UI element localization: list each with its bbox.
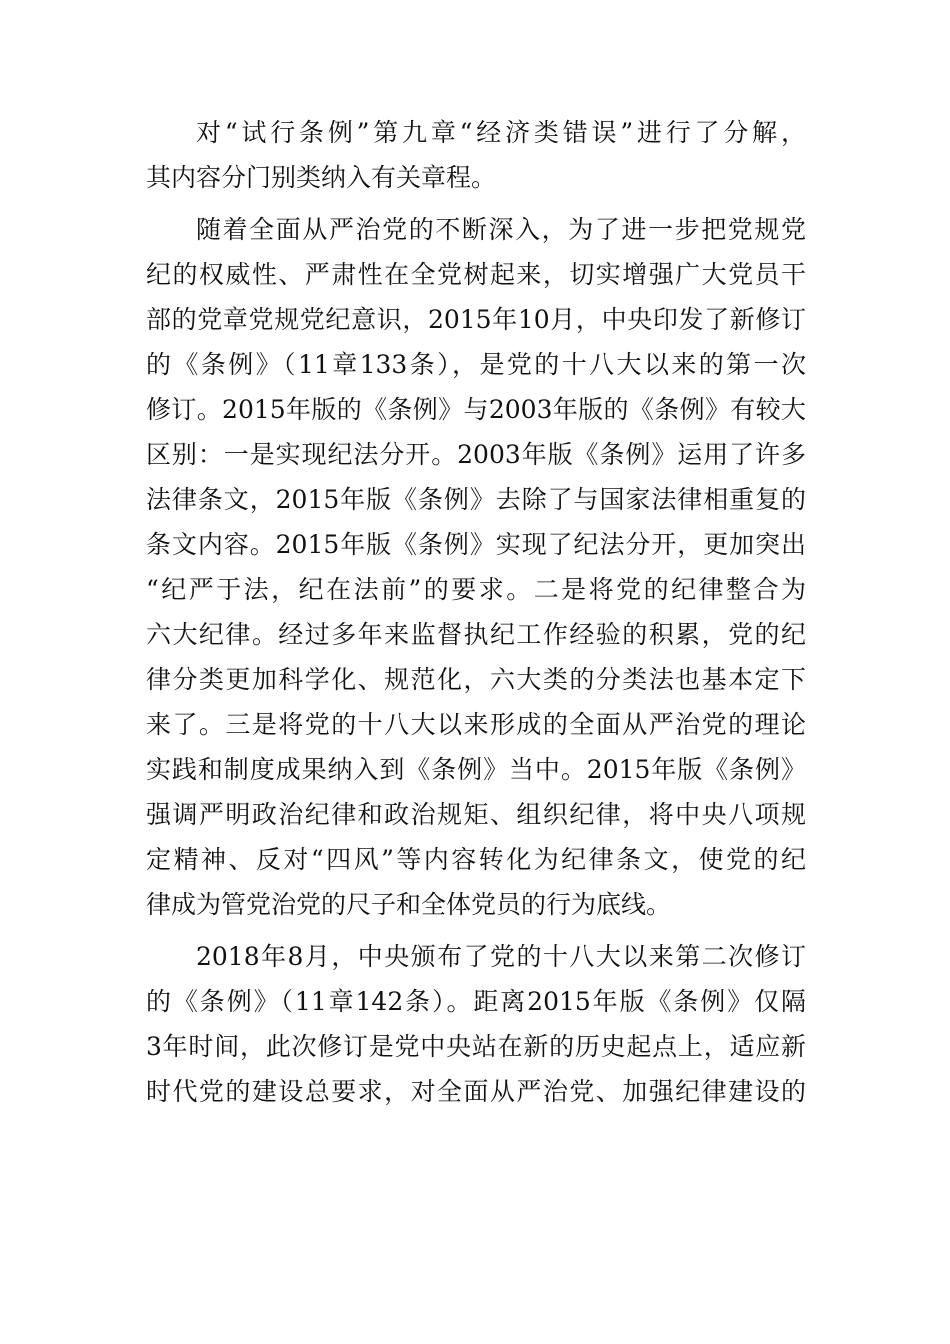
text-line: 的《条例》（11章133条），是党的十八大以来的第一次 bbox=[146, 350, 806, 379]
text-line: 定精神、反对“四风”等内容转化为纪律条文，使党的纪 bbox=[146, 845, 806, 874]
text-line: 条文内容。2015年版《条例》实现了纪法分开，更加突出 bbox=[146, 530, 806, 559]
text-line: 对“试行条例”第九章“经济类错误”进行了分解， bbox=[196, 118, 806, 147]
text-line: 其内容分门别类纳入有关章程。 bbox=[146, 163, 497, 192]
text-line: 六大纪律。经过多年来监督执纪工作经验的积累，党的纪 bbox=[146, 620, 806, 649]
text-line: 来了。三是将党的十八大以来形成的全面从严治党的理论 bbox=[146, 710, 806, 739]
text-line: 随着全面从严治党的不断深入，为了进一步把党规党 bbox=[196, 215, 806, 244]
text-line: 2018年8月，中央颁布了党的十八大以来第二次修订 bbox=[196, 942, 806, 971]
text-line: 的《条例》（11章142条）。距离2015年版《条例》仅隔 bbox=[146, 987, 806, 1016]
paragraph-3 bbox=[146, 934, 806, 1114]
text-line: 强调严明政治纪律和政治规矩、组织纪律，将中央八项规 bbox=[146, 800, 806, 829]
text-line: 律分类更加科学化、规范化，六大类的分类法也基本定下 bbox=[146, 665, 806, 694]
text-line: “纪严于法，纪在法前”的要求。二是将党的纪律整合为 bbox=[146, 575, 806, 604]
text-line: 区别：一是实现纪法分开。2003年版《条例》运用了许多 bbox=[146, 440, 806, 469]
text-line: 实践和制度成果纳入到《条例》当中。2015年版《条例》 bbox=[146, 755, 806, 784]
paragraph-1 bbox=[146, 110, 806, 200]
document-body bbox=[146, 110, 806, 1121]
paragraph-2 bbox=[146, 207, 806, 927]
text-line: 部的党章党规党纪意识，2015年10月，中央印发了新修订 bbox=[146, 305, 806, 334]
text-line: 时代党的建设总要求，对全面从严治党、加强纪律建设的 bbox=[146, 1077, 806, 1106]
text-line: 修订。2015年版的《条例》与2003年版的《条例》有较大 bbox=[146, 395, 806, 424]
text-line: 3年时间，此次修订是党中央站在新的历史起点上，适应新 bbox=[146, 1032, 806, 1061]
text-line: 法律条文，2015年版《条例》去除了与国家法律相重复的 bbox=[146, 485, 806, 514]
text-line: 律成为管党治党的尺子和全体党员的行为底线。 bbox=[146, 890, 672, 919]
text-line: 纪的权威性、严肃性在全党树起来，切实增强广大党员干 bbox=[146, 260, 806, 289]
